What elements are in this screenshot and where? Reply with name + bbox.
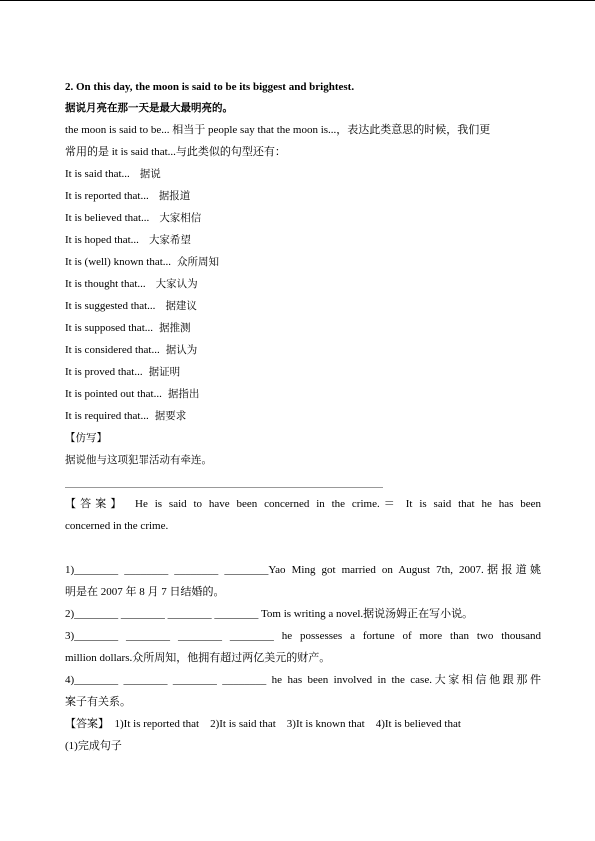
phrase-en: It is supposed that... bbox=[65, 322, 153, 334]
phrase-zh: 据指出 bbox=[167, 388, 200, 400]
phrase-en: It is reported that... bbox=[65, 190, 149, 202]
phrase-item bbox=[65, 409, 186, 423]
phrase-zh: 大家相信 bbox=[159, 212, 202, 224]
phrase-zh: 众所周知 bbox=[177, 256, 220, 268]
answer-1-line-1: 【答案】 He is said to have been concerned in the crime.＝ It is said that he has been bbox=[65, 498, 541, 510]
phrase-item bbox=[65, 387, 199, 401]
phrase-item bbox=[65, 167, 161, 181]
phrase-item bbox=[65, 321, 191, 335]
phrase-item bbox=[65, 233, 191, 247]
phrase-zh: 据说 bbox=[139, 168, 161, 180]
phrase-en: It is (well) known that... bbox=[65, 256, 172, 268]
phrase-zh: 大家认为 bbox=[155, 278, 198, 290]
exercise-4-line-2: 案子有关系。 bbox=[65, 696, 131, 708]
phrase-zh: 据报道 bbox=[158, 190, 191, 202]
phrase-item bbox=[65, 299, 197, 313]
phrase-zh: 据推测 bbox=[159, 322, 191, 334]
phrase-en: It is thought that... bbox=[65, 278, 146, 290]
phrase-en: It is pointed out that... bbox=[65, 388, 162, 400]
explanation-line-1: the moon is said to be... 相当于 people say that the moon is...，表达此类意思的时候，我们更 bbox=[65, 124, 491, 136]
exercise-2: 2)________ ________ ________ ________ Tom is writing a novel.据说汤姆正在写小说。 bbox=[65, 608, 474, 620]
phrase-zh: 据建议 bbox=[165, 300, 197, 312]
phrase-en: It is believed that... bbox=[65, 212, 150, 224]
exercise-1-line-2: 明是在 2007 年 8 月 7 日结婚的。 bbox=[65, 586, 225, 598]
phrase-item bbox=[65, 189, 190, 203]
phrase-item bbox=[65, 343, 197, 357]
explanation-line-2: 常用的是 it is said that...与此类似的句型还有： bbox=[65, 146, 286, 158]
phrase-en: It is said that... bbox=[65, 168, 130, 180]
heading-en: 2. On this day, the moon is said to be its biggest and brightest. bbox=[65, 81, 355, 93]
phrase-zh: 据要求 bbox=[154, 410, 187, 422]
phrase-en: It is hoped that... bbox=[65, 234, 139, 246]
phrase-en: It is proved that... bbox=[65, 366, 143, 378]
exercise-4-line-1: 4)________ ________ ________ ________ he has been involved in the case.大家相信他跟那件 bbox=[65, 674, 541, 686]
imitate-label: 【仿写】 bbox=[65, 432, 107, 444]
exercise-3-line-2: million dollars.众所周知，他拥有超过两亿美元的财产。 bbox=[65, 652, 331, 664]
exercise-1-line-1: 1)________ ________ ________ ________Yao Ming got married on August 7th, 2007.据报道姚 bbox=[65, 564, 541, 576]
page-top-border bbox=[0, 0, 595, 1]
phrase-item bbox=[65, 277, 198, 291]
phrase-en: It is required that... bbox=[65, 410, 149, 422]
phrase-zh: 大家希望 bbox=[148, 234, 191, 246]
phrase-zh: 据认为 bbox=[165, 344, 198, 356]
phrase-item bbox=[65, 255, 219, 269]
answer-1-line-2: concerned in the crime. bbox=[65, 520, 169, 532]
phrase-zh: 据证明 bbox=[148, 366, 181, 378]
phrase-en: It is considered that... bbox=[65, 344, 160, 356]
phrase-item bbox=[65, 211, 201, 225]
phrase-item bbox=[65, 365, 180, 379]
answer-2: 【答案】 1)It is reported that 2)It is said that 3)It is known that 4)It is believed that bbox=[65, 718, 461, 730]
exercise-3-line-1: 3)________ ________ ________ ________ he possesses a fortune of more than two thousand bbox=[65, 630, 541, 642]
heading-zh: 据说月亮在那一天是最大最明亮的。 bbox=[65, 102, 233, 114]
section-footer-label: (1)完成句子 bbox=[65, 740, 122, 752]
answer-blank-line bbox=[65, 487, 383, 488]
phrase-en: It is suggested that... bbox=[65, 300, 156, 312]
imitate-prompt: 据说他与这项犯罪活动有牵连。 bbox=[65, 454, 212, 466]
